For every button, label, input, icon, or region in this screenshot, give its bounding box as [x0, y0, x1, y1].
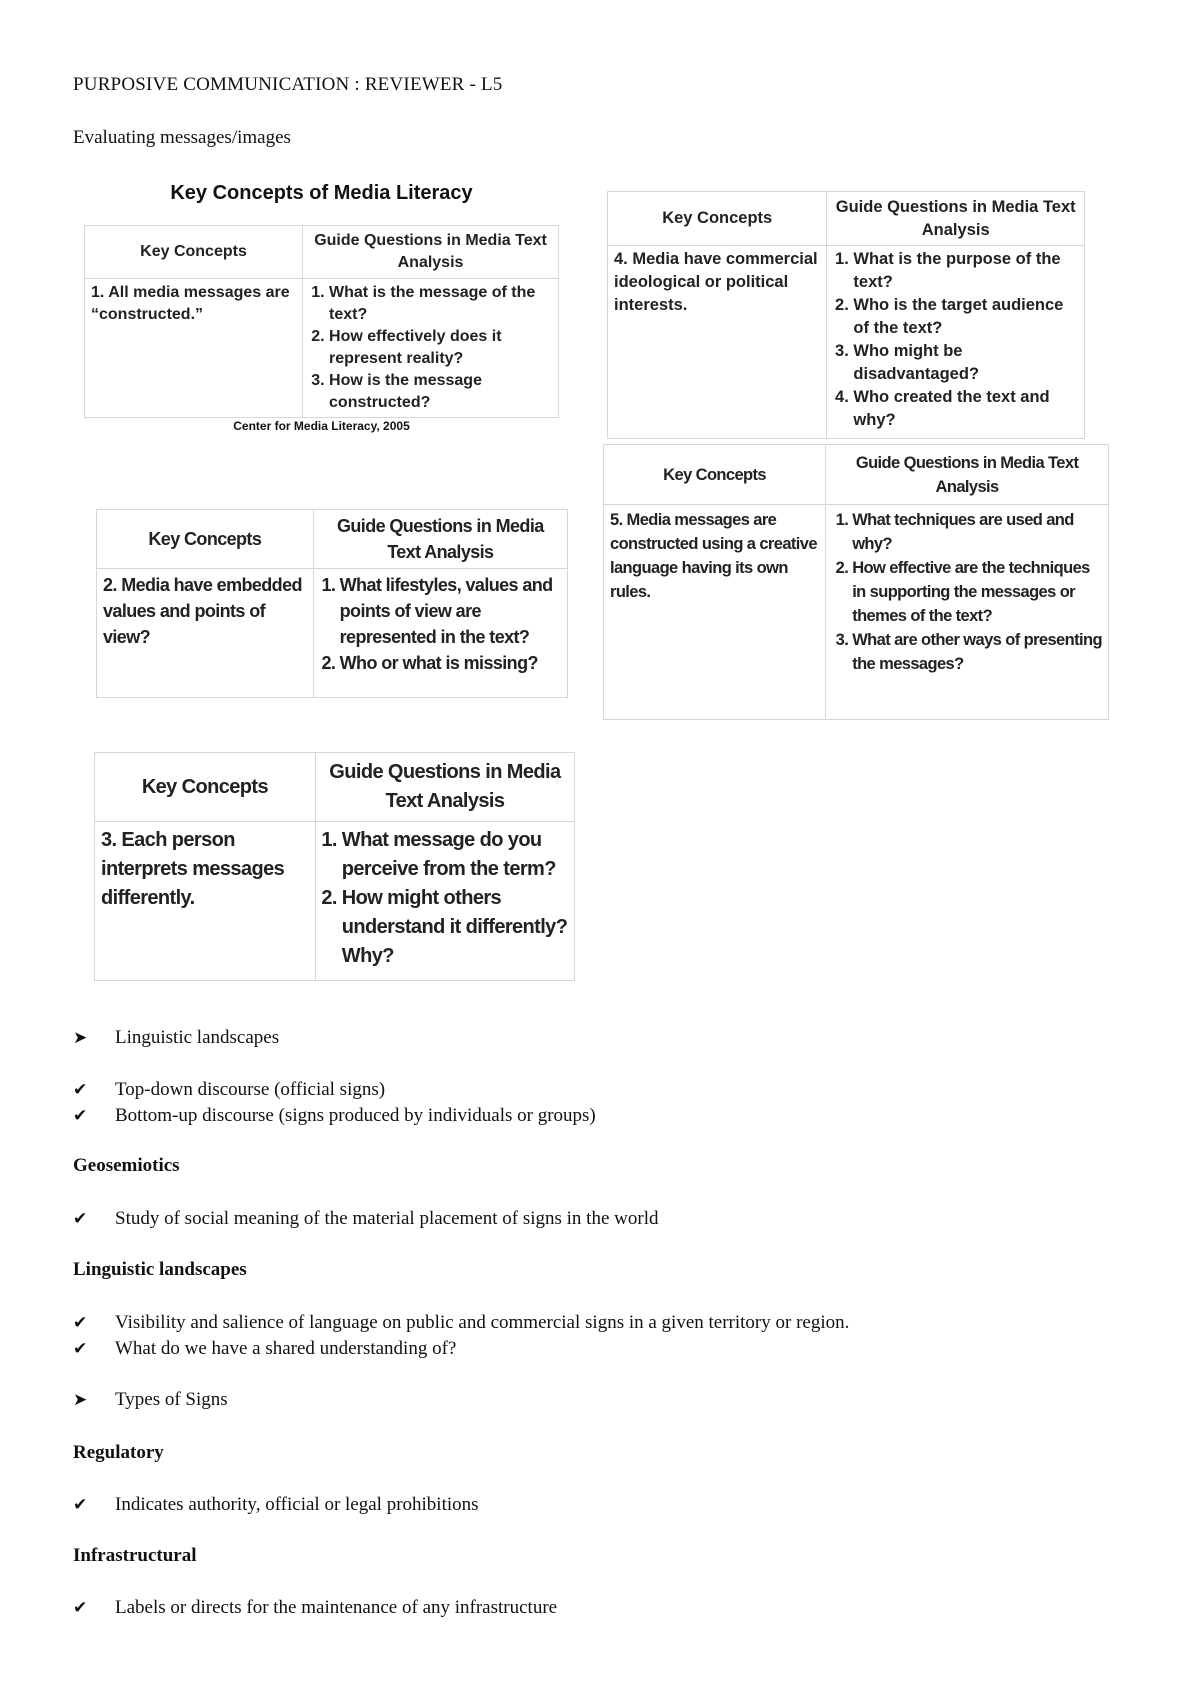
- bullet-text: Visibility and salience of language on public and commercial signs in a given territory or region.: [115, 1312, 850, 1333]
- check-bullet-item: [73, 1208, 658, 1230]
- questions-cell: [315, 822, 574, 981]
- question-item: 2. How might others understand it differently? Why?: [342, 884, 568, 971]
- question-item: 1. What techniques are used and why?: [852, 508, 1102, 556]
- key-concept-table-5: [603, 444, 1109, 720]
- question-item: 2. Who is the target audience of the text?: [853, 294, 1078, 340]
- bullet-text: Labels or directs for the maintenance of any infrastructure: [115, 1597, 558, 1618]
- bullet-text: Bottom-up discourse (signs produced by individuals or groups): [115, 1105, 596, 1126]
- check-bullet-item: [73, 1079, 385, 1101]
- arrow-bullet-item: [73, 1389, 228, 1411]
- questions-cell: [826, 505, 1109, 720]
- concept-cell: 4. Media have commercial ideological or political interests.: [608, 246, 827, 439]
- question-item: 2. Who or what is missing?: [340, 650, 561, 676]
- key-concept-table-4: [607, 191, 1085, 439]
- check-bullet-item: [73, 1105, 596, 1127]
- concept-cell: 2. Media have embedded values and points of view?: [97, 569, 314, 698]
- checkmark-bullet-icon: ✔: [73, 1106, 88, 1126]
- checkmark-bullet-icon: ✔: [73, 1598, 88, 1618]
- bullet-text: Top-down discourse (official signs): [115, 1079, 386, 1100]
- arrow-bullet-item: [73, 1027, 279, 1049]
- key-concept-table-1: [84, 225, 559, 418]
- table-header-key-concepts: Key Concepts: [608, 192, 827, 246]
- check-bullet-item: [73, 1312, 849, 1334]
- bullet-text: Indicates authority, official or legal prohibitions: [115, 1494, 479, 1515]
- checkmark-bullet-icon: ✔: [73, 1339, 88, 1359]
- section-heading-linguistic-landscapes: Linguistic landscapes: [73, 1259, 247, 1280]
- check-bullet-item: [73, 1338, 456, 1360]
- question-item: 4. Who created the text and why?: [853, 386, 1078, 432]
- question-item: 2. How effective are the techniques in supporting the messages or themes of the text?: [852, 556, 1102, 628]
- question-item: 1. What lifestyles, values and points of view are represented in the text?: [340, 572, 561, 650]
- figure-credit: Center for Media Literacy, 2005: [233, 419, 410, 433]
- table-header-guide-questions: Guide Questions in Media Text Analysis: [827, 192, 1085, 246]
- section-subtitle: Evaluating messages/images: [73, 127, 291, 148]
- bullet-text: Types of Signs: [115, 1389, 228, 1410]
- table-header-guide-questions: Guide Questions in Media Text Analysis: [826, 445, 1109, 505]
- checkmark-bullet-icon: ✔: [73, 1080, 88, 1100]
- section-heading-infrastructural: Infrastructural: [73, 1545, 197, 1566]
- check-bullet-item: [73, 1597, 557, 1619]
- checkmark-bullet-icon: ✔: [73, 1313, 88, 1333]
- question-item: 3. What are other ways of presenting the messages?: [852, 628, 1102, 676]
- table-header-guide-questions: Guide Questions in Media Text Analysis: [313, 510, 567, 569]
- bullet-text: Study of social meaning of the material placement of signs in the world: [115, 1208, 659, 1229]
- figure-heading: Key Concepts of Media Literacy: [170, 182, 473, 204]
- arrowhead-bullet-icon: ➤: [73, 1028, 88, 1048]
- concept-cell: 3. Each person interprets messages differently.: [95, 822, 316, 981]
- concept-cell: 5. Media messages are constructed using a creative language having its own rules.: [604, 505, 826, 720]
- table-header-guide-questions: Guide Questions in Media Text Analysis: [303, 226, 559, 279]
- bullet-text: Linguistic landscapes: [115, 1027, 280, 1048]
- section-heading-regulatory: Regulatory: [73, 1442, 164, 1463]
- bullet-text: What do we have a shared understanding of?: [115, 1338, 457, 1359]
- checkmark-bullet-icon: ✔: [73, 1209, 88, 1229]
- key-concept-table-2: [96, 509, 568, 698]
- table-header-key-concepts: Key Concepts: [604, 445, 826, 505]
- question-item: 1. What message do you perceive from the term?: [342, 826, 568, 884]
- table-header-key-concepts: Key Concepts: [85, 226, 303, 279]
- checkmark-bullet-icon: ✔: [73, 1495, 88, 1515]
- questions-cell: [827, 246, 1085, 439]
- concept-cell: 1. All media messages are “constructed.”: [85, 279, 303, 418]
- question-item: 1. What is the message of the text?: [329, 282, 552, 326]
- question-item: 1. What is the purpose of the text?: [853, 248, 1078, 294]
- check-bullet-item: [73, 1494, 479, 1516]
- section-heading-geosemiotics: Geosemiotics: [73, 1155, 180, 1176]
- question-item: 3. How is the message constructed?: [329, 370, 552, 414]
- table-header-guide-questions: Guide Questions in Media Text Analysis: [315, 753, 574, 822]
- arrowhead-bullet-icon: ➤: [73, 1390, 88, 1410]
- question-item: 2. How effectively does it represent reality?: [329, 326, 552, 370]
- key-concept-table-3: [94, 752, 575, 981]
- questions-cell: [313, 569, 567, 698]
- table-header-key-concepts: Key Concepts: [95, 753, 316, 822]
- table-header-key-concepts: Key Concepts: [97, 510, 314, 569]
- document-title: PURPOSIVE COMMUNICATION : REVIEWER - L5: [73, 74, 503, 95]
- questions-cell: [303, 279, 559, 418]
- question-item: 3. Who might be disadvantaged?: [853, 340, 1078, 386]
